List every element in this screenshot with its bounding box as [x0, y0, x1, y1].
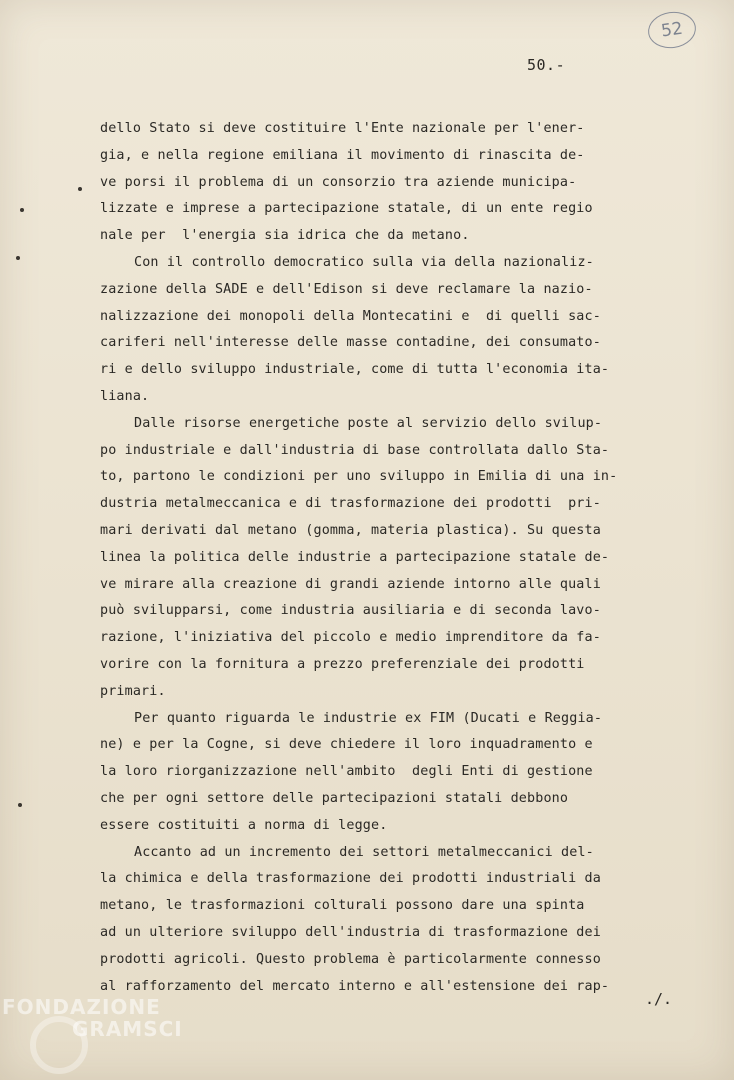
- text-line: nale per l'energia sia idrica che da metano.: [100, 228, 470, 244]
- text-line: liana.: [100, 388, 150, 404]
- page-number: 50.-: [527, 56, 566, 74]
- text-line: cariferi nell'interesse delle masse contadine, dei consumato-: [100, 335, 601, 351]
- text-line: ve porsi il problema di un consorzio tra aziende municipa-: [100, 174, 577, 190]
- text-line: gia, e nella regione emiliana il movimento di rinascita de-: [100, 147, 585, 163]
- text-line: mari derivati dal metano (gomma, materia plastica). Su questa: [100, 522, 601, 538]
- margin-mark: [18, 803, 22, 807]
- archive-number-stamp: [646, 9, 699, 51]
- text-line: dustria metalmeccanica e di trasformazione dei prodotti pri-: [100, 496, 601, 512]
- text-line: ne) e per la Cogne, si deve chiedere il loro inquadramento e: [100, 737, 593, 753]
- text-line: Per quanto riguarda le industrie ex FIM (Ducati e Reggia-: [134, 710, 603, 726]
- text-line: Con il controllo democratico sulla via della nazionaliz-: [134, 254, 594, 270]
- text-line: la chimica e della trasformazione dei prodotti industriali da: [100, 871, 601, 887]
- text-line: prodotti agricoli. Questo problema è particolarmente connesso: [100, 951, 601, 967]
- text-line: razione, l'iniziativa del piccolo e medio imprenditore da fa-: [100, 630, 601, 646]
- text-line: nalizzazione dei monopoli della Montecatini e di quelli sac-: [100, 308, 601, 324]
- text-line: dello Stato si deve costituire l'Ente nazionale per l'ener-: [100, 121, 585, 136]
- text-line: zazione della SADE e dell'Edison si deve reclamare la nazio-: [100, 281, 593, 297]
- margin-mark: [78, 187, 82, 191]
- text-line: lizzate e imprese a partecipazione statale, di un ente regio: [100, 201, 593, 217]
- watermark: [2, 996, 183, 1040]
- text-line: po industriale e dall'industria di base controllata dallo Sta-: [100, 442, 610, 458]
- text-line: essere costituiti a norma di legge.: [100, 817, 388, 833]
- text-line: primari.: [100, 683, 166, 699]
- text-line: che per ogni settore delle partecipazioni statali debbono: [100, 790, 569, 806]
- text-line: ri e dello sviluppo industriale, come di tutta l'economia ita-: [100, 362, 610, 378]
- text-line: può svilupparsi, come industria ausiliaria e di seconda lavo-: [100, 603, 601, 619]
- typewritten-text: [100, 116, 660, 1000]
- text-line: metano, le trasformazioni colturali possono dare una spinta: [100, 898, 585, 914]
- margin-mark: [16, 256, 20, 260]
- watermark-line2: GRAMSCI: [72, 1017, 183, 1041]
- text-line: Dalle risorse energetiche poste al servizio dello svilup-: [134, 415, 603, 431]
- text-line: al rafforzamento del mercato interno e all'estensione dei rap-: [100, 978, 610, 994]
- text-line: to, partono le condizioni per uno sviluppo in Emilia di una in-: [100, 469, 618, 485]
- text-line: ve mirare alla creazione di grandi aziende intorno alle quali: [100, 576, 601, 592]
- text-line: ad un ulteriore sviluppo dell'industria di trasformazione dei: [100, 924, 601, 940]
- text-line: Accanto ad un incremento dei settori metalmeccanici del-: [134, 844, 594, 860]
- continuation-mark: ./.: [645, 990, 673, 1008]
- text-line: la loro riorganizzazione nell'ambito degli Enti di gestione: [100, 764, 593, 780]
- text-line: vorire con la fornitura a prezzo preferenziale dei prodotti: [100, 656, 585, 672]
- text-line: linea la politica delle industrie a partecipazione statale de-: [100, 549, 610, 565]
- margin-mark: [20, 208, 24, 212]
- watermark-line1: FONDAZIONE: [2, 995, 161, 1019]
- archive-number: 52: [659, 18, 685, 42]
